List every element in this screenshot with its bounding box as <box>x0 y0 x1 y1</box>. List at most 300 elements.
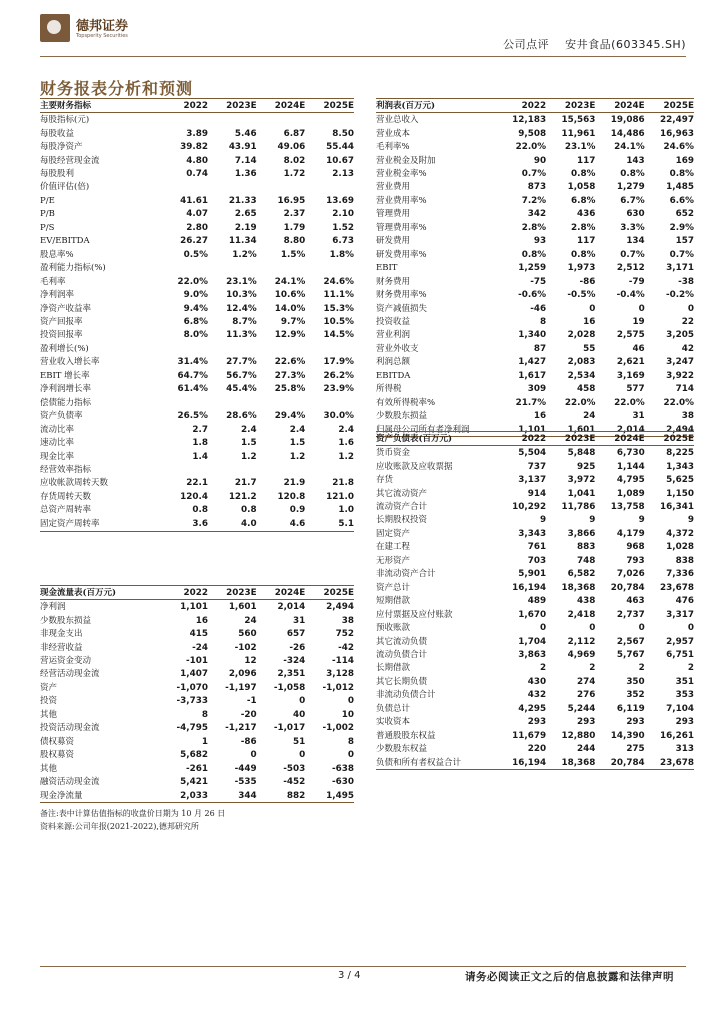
cell-value: 24.6% <box>663 142 694 153</box>
cell-value: 220 <box>527 744 547 755</box>
row-label: 在建工程 <box>376 542 411 553</box>
cell-value: 3,128 <box>326 669 354 680</box>
cell-value: 16,194 <box>512 582 547 593</box>
cell-value: 8.80 <box>283 236 306 247</box>
cell-value: 26.27 <box>180 236 208 247</box>
cell-value: 2,494 <box>326 602 354 613</box>
cell-value: 23.1% <box>564 142 596 153</box>
table-row <box>376 235 694 248</box>
row-label: 其它长期负债 <box>376 676 428 687</box>
cell-value: 244 <box>577 744 596 755</box>
table-title: 现金流量表(百万元) <box>40 586 159 600</box>
cell-value: 56.7% <box>226 370 257 381</box>
cell-value <box>305 181 354 194</box>
row-label: 预收账款 <box>376 623 411 634</box>
cell-value: 117 <box>577 236 596 247</box>
cell-value: 1,617 <box>518 370 547 381</box>
cell-value: 1,601 <box>228 602 257 613</box>
row-label: 非现金支出 <box>40 629 83 640</box>
table-row <box>376 568 694 581</box>
cell-value: 120.8 <box>277 491 306 502</box>
cell-value <box>208 342 257 355</box>
cell-value: 21.9 <box>283 478 306 489</box>
row-label: 货币资金 <box>376 448 411 459</box>
table-row <box>40 627 354 640</box>
cell-value: 0 <box>589 623 596 634</box>
table-row <box>376 473 694 486</box>
cell-value: 4.07 <box>186 209 208 220</box>
cell-value: 2,512 <box>616 263 645 274</box>
cell-value: 1.5% <box>280 249 306 260</box>
table-row <box>40 356 354 369</box>
row-label: 普通股股东权益 <box>376 730 436 741</box>
table-row <box>40 302 354 315</box>
table-row <box>376 140 694 153</box>
cell-value: 6.8% <box>183 316 208 327</box>
cell-value: 275 <box>626 744 645 755</box>
row-label: 营业税金及附加 <box>376 155 436 166</box>
row-label: 短期借款 <box>376 596 411 607</box>
cell-value: 16,194 <box>497 756 546 770</box>
row-label: 非经营收益 <box>40 642 83 653</box>
cell-value: 13.69 <box>326 195 354 206</box>
cell-value: 438 <box>577 596 596 607</box>
cell-value: -1,012 <box>322 682 354 693</box>
cell-value: 12.9% <box>274 330 306 341</box>
table-row <box>40 127 354 140</box>
cell-value: 560 <box>238 629 257 640</box>
cell-value: 6.87 <box>283 128 306 139</box>
cell-value: -630 <box>331 777 354 788</box>
row-label: 归属母公司所有者净利润 <box>376 423 497 437</box>
row-label: 资产减值损失 <box>376 303 428 314</box>
cell-value: 7,104 <box>666 703 694 714</box>
cell-value: 42 <box>681 343 694 354</box>
cell-value: 15.3% <box>323 303 354 314</box>
row-label: 价值评估(倍) <box>40 182 90 193</box>
cell-value: 20,784 <box>610 582 645 593</box>
cell-value: 293 <box>675 717 694 728</box>
table-row <box>40 641 354 654</box>
cell-value: 30.0% <box>323 411 354 422</box>
cell-value: 5,848 <box>567 448 596 459</box>
table-row <box>376 221 694 234</box>
row-label: 盈利能力指标(%) <box>40 263 106 274</box>
cell-value: 20,784 <box>595 756 644 770</box>
table-row <box>40 329 354 342</box>
cell-value: 11,961 <box>561 128 596 139</box>
cell-value: 1,407 <box>180 669 208 680</box>
cell-value <box>257 113 306 127</box>
cell-value: -0.4% <box>616 290 645 301</box>
row-label: 所得税 <box>376 384 402 395</box>
cell-value: 31 <box>293 615 306 626</box>
cell-value: 16,963 <box>660 128 694 139</box>
cell-value: 121.2 <box>228 491 257 502</box>
company-logo <box>40 14 160 42</box>
cell-value: -449 <box>234 763 257 774</box>
cell-value: 458 <box>577 384 596 395</box>
row-label: 融资活动现金流 <box>40 777 100 788</box>
cell-value: 1.72 <box>283 168 306 179</box>
table-row <box>40 248 354 261</box>
cell-value: 1,973 <box>567 263 596 274</box>
table-row <box>40 789 354 803</box>
cell-value: 12 <box>244 655 257 666</box>
cell-value <box>208 463 257 476</box>
cell-value: 1.79 <box>283 222 306 233</box>
cell-value: 0 <box>540 623 547 634</box>
cell-value: 8 <box>540 316 547 327</box>
cell-value: 737 <box>527 461 547 472</box>
table-row <box>40 775 354 788</box>
cell-value: 31 <box>632 411 645 422</box>
cell-value: 2.80 <box>186 222 208 233</box>
row-label: 现金净流量 <box>40 789 159 803</box>
cell-value: 157 <box>675 236 694 247</box>
table-header-row <box>40 586 354 600</box>
cell-value <box>159 261 208 274</box>
row-label: 每股净资产 <box>40 142 83 153</box>
cell-value: 1,259 <box>518 263 547 274</box>
cell-value: 21.33 <box>228 195 257 206</box>
cell-value <box>305 396 354 409</box>
row-label: 偿债能力指标 <box>40 397 92 408</box>
table-row <box>376 756 694 770</box>
cell-value: 1,601 <box>546 423 595 437</box>
main-indicators-table <box>40 98 354 532</box>
row-label: 管理费用率% <box>376 222 427 233</box>
year-header: 2025E <box>305 99 354 113</box>
cell-value: 1,495 <box>305 789 354 803</box>
cell-value: 0.5% <box>183 249 208 260</box>
cell-value <box>305 463 354 476</box>
table-row <box>40 288 354 301</box>
cell-value: -38 <box>678 276 694 287</box>
cell-value: 752 <box>335 629 354 640</box>
cell-value: 2 <box>687 663 694 674</box>
cell-value: 3,972 <box>567 475 596 486</box>
cell-value: 1.8% <box>329 249 354 260</box>
row-label: 毛利率 <box>40 276 66 287</box>
row-label: 债权募资 <box>40 736 75 747</box>
year-header: 2025E <box>645 432 694 446</box>
table-title: 利润表(百万元) <box>376 99 497 113</box>
table-row <box>40 194 354 207</box>
cell-value: 4.0 <box>208 517 257 531</box>
year-header: 2023E <box>546 432 595 446</box>
cell-value: 793 <box>626 555 645 566</box>
cell-value: 2,575 <box>616 330 645 341</box>
cell-value: -86 <box>579 276 596 287</box>
cell-value: 16 <box>195 615 208 626</box>
cell-value: 652 <box>675 209 694 220</box>
cell-value: -0.6% <box>518 290 547 301</box>
row-label: 营业费用率% <box>376 195 427 206</box>
cell-value: -452 <box>283 777 306 788</box>
table-row <box>40 600 354 614</box>
table-row <box>376 446 694 460</box>
row-label: 总资产周转率 <box>40 505 92 516</box>
row-label: EBITDA <box>376 370 411 381</box>
row-label: P/S <box>40 222 55 233</box>
cell-value: 1,058 <box>567 182 596 193</box>
cell-value <box>208 113 257 127</box>
cell-value: 1.2% <box>232 249 257 260</box>
row-label: 经营活动现金流 <box>40 669 100 680</box>
cell-value: 28.6% <box>226 411 257 422</box>
table-row <box>376 181 694 194</box>
row-label: 无形资产 <box>376 555 411 566</box>
table-row <box>376 729 694 742</box>
row-label: 研发费用率% <box>376 249 427 260</box>
cell-value: 3,137 <box>518 475 547 486</box>
data-source-note: 资料来源:公司年报(2021-2022),德邦研究所 <box>40 822 199 831</box>
row-label: 其他 <box>40 763 58 774</box>
cell-value: 2,567 <box>616 636 645 647</box>
cell-value: 761 <box>527 542 547 553</box>
table-row <box>40 722 354 735</box>
cell-value: 6.8% <box>571 195 596 206</box>
year-header: 2023E <box>546 99 595 113</box>
cell-value: 8 <box>347 736 354 747</box>
cell-value: 23,678 <box>660 582 694 593</box>
income-statement-table <box>376 98 694 437</box>
cell-value: 10.6% <box>274 290 306 301</box>
cell-value: -24 <box>192 642 208 653</box>
cell-value: 11,786 <box>561 501 596 512</box>
cell-value: 2,014 <box>277 602 306 613</box>
year-header: 2025E <box>645 99 694 113</box>
cell-value: 293 <box>626 717 645 728</box>
cell-value: 14.5% <box>323 330 354 341</box>
cell-value: 18,368 <box>546 756 595 770</box>
table-row <box>40 261 354 274</box>
logo-english-name: Topsperity Securities <box>76 33 128 39</box>
table-title: 主要财务指标 <box>40 99 159 113</box>
table-row <box>376 621 694 634</box>
cell-value: 4,372 <box>666 528 694 539</box>
year-header: 2023E <box>208 586 257 600</box>
row-label: 应付票据及应付账款 <box>376 609 453 620</box>
table-row <box>376 662 694 675</box>
table-row <box>376 689 694 702</box>
table-row <box>376 554 694 567</box>
row-label: 净利润 <box>40 602 66 613</box>
cell-value: -638 <box>331 763 354 774</box>
cell-value: 0 <box>347 750 354 761</box>
cell-value: 3.3% <box>620 222 645 233</box>
cell-value: 0 <box>638 623 645 634</box>
cell-value: -75 <box>530 276 547 287</box>
cell-value: -42 <box>338 642 354 653</box>
cell-value <box>208 181 257 194</box>
cell-value: 1,101 <box>180 602 208 613</box>
table-row <box>376 329 694 342</box>
cell-value: 309 <box>527 384 547 395</box>
year-header: 2022 <box>159 586 208 600</box>
cell-value: 350 <box>626 676 645 687</box>
cell-value: 5,421 <box>180 777 208 788</box>
table-row <box>40 181 354 194</box>
cell-value: 12,183 <box>512 115 547 126</box>
table-row <box>40 275 354 288</box>
cell-value: 27.3% <box>274 370 306 381</box>
cell-value: 12,880 <box>561 730 596 741</box>
row-label: 固定资产 <box>376 528 411 539</box>
footer-divider <box>40 966 686 967</box>
cell-value: 23.1% <box>226 276 257 287</box>
cell-value: -46 <box>530 303 547 314</box>
cell-value: 8.50 <box>332 128 354 139</box>
row-label: 少数股东损益 <box>40 615 92 626</box>
cell-value: 10.67 <box>326 155 354 166</box>
row-label: 营业利润 <box>376 330 411 341</box>
cell-value: 2,014 <box>595 423 644 437</box>
cell-value: 0.8 <box>241 505 257 516</box>
cell-value: 2.4 <box>241 424 257 435</box>
cell-value: 9 <box>687 515 694 526</box>
cell-value: 1.5 <box>289 438 306 449</box>
table-row <box>376 315 694 328</box>
header-divider <box>40 56 686 57</box>
cell-value: 838 <box>675 555 694 566</box>
logo-chinese-name: 德邦证券 <box>76 19 129 34</box>
cell-value: 5,625 <box>666 475 694 486</box>
cell-value: 436 <box>577 209 596 220</box>
cell-value: 0.7% <box>521 168 547 179</box>
cell-value: -535 <box>234 777 257 788</box>
cell-value: 12.4% <box>226 303 257 314</box>
table-row <box>40 654 354 667</box>
table-row <box>376 396 694 409</box>
cell-value <box>208 261 257 274</box>
cell-value: 2.4 <box>289 424 306 435</box>
table-row <box>376 288 694 301</box>
cell-value: 24 <box>583 411 596 422</box>
table-title: 资产负债表(百万元) <box>376 432 497 446</box>
cell-value: 24 <box>244 615 257 626</box>
table-row <box>376 460 694 473</box>
row-label: 少数股东权益 <box>376 744 428 755</box>
cell-value: 2.37 <box>283 209 306 220</box>
cell-value: 2,737 <box>616 609 645 620</box>
table-row <box>376 675 694 688</box>
cell-value: 2,494 <box>645 423 694 437</box>
cell-value: -114 <box>331 655 354 666</box>
cell-value <box>159 113 208 127</box>
row-label: 应收账款及应收票据 <box>376 461 453 472</box>
cell-value: 6,730 <box>616 448 645 459</box>
cell-value: 748 <box>577 555 596 566</box>
cell-value: 120.4 <box>180 491 208 502</box>
row-label: 投资收益 <box>376 316 411 327</box>
cell-value: 274 <box>577 676 596 687</box>
cell-value: 463 <box>626 596 645 607</box>
cell-value: -4,795 <box>176 723 208 734</box>
table-row <box>376 383 694 396</box>
table-row <box>376 702 694 715</box>
row-label: P/E <box>40 195 55 206</box>
cell-value: 18,368 <box>561 582 596 593</box>
table-row <box>40 695 354 708</box>
cell-value: 2,028 <box>567 330 596 341</box>
cell-value: 40 <box>293 709 306 720</box>
cell-value: 6.6% <box>669 195 694 206</box>
year-header: 2022 <box>497 432 546 446</box>
row-label: EBIT <box>376 263 398 274</box>
cell-value: 3,922 <box>666 370 694 381</box>
table-row <box>376 648 694 661</box>
cell-value: 432 <box>527 690 547 701</box>
cell-value: 8.0% <box>183 330 208 341</box>
row-label: 负债和所有者权益合计 <box>376 756 497 770</box>
row-label: 研发费用 <box>376 236 411 247</box>
table-row <box>376 369 694 382</box>
table-row <box>376 594 694 607</box>
row-label: 营运资金变动 <box>40 655 92 666</box>
cell-value: 2.10 <box>332 209 354 220</box>
row-label: P/B <box>40 209 55 220</box>
cell-value: 968 <box>626 542 645 553</box>
cell-value <box>257 463 306 476</box>
row-label: 长期股权投资 <box>376 515 428 526</box>
row-label: 实收资本 <box>376 717 411 728</box>
cell-value: -1,070 <box>176 682 208 693</box>
cell-value: 46 <box>632 343 645 354</box>
cell-value: 0 <box>299 750 306 761</box>
cell-value: -0.2% <box>665 290 694 301</box>
cell-value: 351 <box>675 676 694 687</box>
cell-value: 630 <box>626 209 645 220</box>
table-row <box>40 463 354 476</box>
table-row <box>40 436 354 449</box>
cell-value: 1,041 <box>567 488 596 499</box>
cell-value: 17.9% <box>323 357 354 368</box>
cell-value: 0.8 <box>192 505 208 516</box>
cell-value: 8.02 <box>283 155 306 166</box>
cell-value: 38 <box>681 411 694 422</box>
cell-value: 925 <box>577 461 596 472</box>
table-row <box>376 716 694 729</box>
cell-value: 22.0% <box>177 276 208 287</box>
cell-value: 0.8% <box>521 249 547 260</box>
cell-value: 13,758 <box>610 501 645 512</box>
cell-value: -261 <box>185 763 208 774</box>
cell-value <box>159 181 208 194</box>
cell-value: 6,119 <box>616 703 645 714</box>
cell-value: 15,563 <box>561 115 596 126</box>
cell-value: 9.0% <box>183 290 208 301</box>
cell-value: 51 <box>293 736 306 747</box>
table-row <box>376 194 694 207</box>
cell-value: 2.13 <box>332 168 354 179</box>
cell-value: 8.7% <box>232 316 257 327</box>
cell-value: 9.4% <box>183 303 208 314</box>
row-label: 流动比率 <box>40 424 75 435</box>
table-row <box>40 409 354 422</box>
cell-value: 714 <box>675 384 694 395</box>
row-label: 资产回报率 <box>40 316 83 327</box>
cell-value: 2 <box>589 663 596 674</box>
cell-value: 22.1 <box>186 478 208 489</box>
cell-value: 27.7% <box>226 357 257 368</box>
table-row <box>40 504 354 517</box>
cell-value: 1.4 <box>192 451 208 462</box>
cell-value: 5,901 <box>518 569 547 580</box>
cell-value: -86 <box>240 736 257 747</box>
table-row <box>40 681 354 694</box>
